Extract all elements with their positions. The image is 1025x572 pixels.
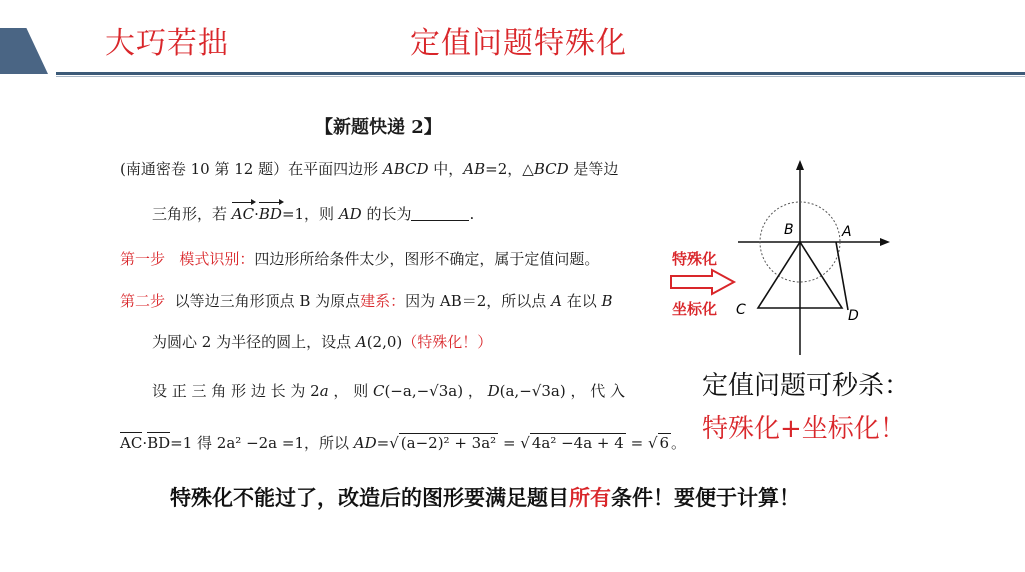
segment-ad [836, 242, 848, 310]
point-c-label: C [736, 302, 746, 318]
step-1: 第一步 模式识别：四边形所给条件太少，图形不确定，属于定值问题。 [120, 250, 600, 268]
special-label: 特殊化 [672, 250, 718, 268]
header-corner-shape [0, 28, 48, 74]
step-2-continued: 为圆心 2 为半径的圆上，设点 A(2,0)（特殊化！） [152, 333, 493, 351]
conclusion-line-2: 特殊化+坐标化！ [702, 414, 906, 444]
answer-blank [411, 206, 469, 221]
bottom-note-highlight: 所有 [569, 486, 611, 510]
vector-ac: AC [231, 205, 255, 223]
radical-1: (a−2)² + 3a² [400, 434, 497, 452]
coordinate-label: 坐标化 [672, 300, 718, 318]
vector-ac-2: AC [120, 434, 143, 452]
problem-line-1: (南通密卷 10 第 12 题）在平面四边形 ABCD 中，AB=2，△BCD 是等边 [120, 160, 619, 178]
step-4: AC·BD=1 得 2a² −2a =1，所以 AD=√ (a−2)² + 3a² = √ 4a² −4a + 4 = √ 6 。 [120, 434, 687, 452]
x-axis-arrow-icon [880, 238, 890, 246]
bottom-note: 特殊化不能过了，改造后的图形要满足题目所有条件！要便于计算！ [170, 486, 800, 510]
conclusion-line-1: 定值问题可秒杀： [702, 371, 911, 401]
point-a-label: A [842, 224, 852, 240]
vector-bd-2: BD [147, 434, 171, 452]
header-left-title: 大巧若拙 [105, 26, 229, 61]
radical-3: 6 [659, 434, 670, 452]
header-divider [56, 72, 1025, 75]
problem-title: 【新题快递 2】 [315, 117, 442, 138]
header-divider-shadow [56, 76, 1025, 77]
point-b-label: B [784, 222, 794, 238]
triangle-diagram [728, 160, 898, 360]
y-axis-arrow-icon [796, 160, 804, 170]
header-right-title: 定值问题特殊化 [410, 26, 627, 61]
radical-2: 4a² −4a + 4 [531, 434, 624, 452]
point-d-label: D [848, 308, 859, 324]
problem-line-2: 三角形，若 AC·BD=1，则 AD 的长为 . [152, 205, 475, 223]
step-2: 第二步 以等边三角形顶点 B 为原点建系：因为 AB＝2，所以点 A 在以 B [120, 292, 613, 310]
step-3: 设 正 三 角 形 边 长 为 2a ， 则 C(−a,−√3a) ， D(a,−√3a) ， 代 入 [152, 382, 625, 400]
vector-bd: BD [258, 205, 282, 223]
